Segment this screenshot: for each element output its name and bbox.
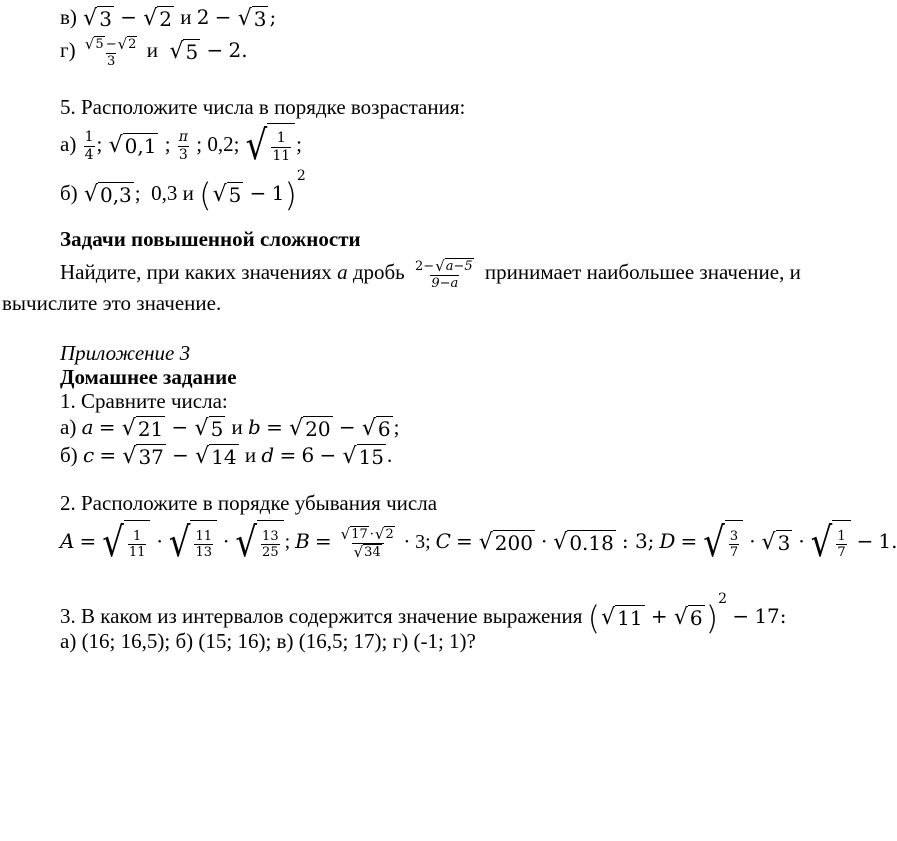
fraction-B: √ 17 · √ 2 √ 34	[340, 524, 394, 561]
task1-title: 1. Сравните числа:	[60, 389, 228, 413]
homework-heading: Домашнее задание	[60, 365, 237, 389]
sqrt-5: √ 5	[169, 39, 199, 65]
sqrt-3b: √ 3	[237, 6, 267, 32]
fraction-1-4: $\frac{1}{4}$	[84, 128, 94, 163]
task3-line: 3. В каком из интервалов содержится значение выражения ( √ 11 + √ 6 )$^2$ − 17:	[60, 591, 787, 638]
sqrt-1-over-11: √ 1 11	[246, 123, 296, 169]
task2-expression: A = √ 1 11 · √ 11 13 · √ 13 25 ; B = √ 17 · √ 2 √ 34 · 3; C = √ 200 · √ 0.18 : 3; D = √ 3 7 · √ 3 · √ 1 7 − 1.	[60, 519, 897, 568]
item-label: в)	[60, 5, 77, 29]
sqrt-2: √ 2	[143, 6, 172, 32]
task1-a-line: а) a = √ 21 − √ 5 и b = √ 20 − √ 6 ;	[60, 415, 400, 442]
sqrt-0-1: √ 0,1	[108, 133, 157, 159]
item-g-line: г) √ 5 − √ 2 3 и √ 5 − 2.	[60, 34, 248, 69]
hard-heading: Задачи повышенной сложности	[60, 227, 361, 251]
task5-b-line: б) √ 0,3 ; 0,3 и ( √ 5 − 1)$^2$	[60, 168, 306, 215]
sqrt-0-3: √ 0,3	[83, 182, 132, 208]
item-label: г)	[60, 38, 76, 62]
sqrt-3: √ 3	[83, 6, 112, 32]
appendix-title: Приложение 3	[60, 341, 191, 365]
task5-title: 5. Расположите числа в порядке возрастания:	[60, 95, 466, 119]
task5-a-line: а) $\frac{1}{4}$ ; √ 0,1 ; $\frac{\pi}{3}$ ; 0,2; √ 1 11 ;	[60, 122, 303, 171]
task3-options: а) (16; 16,5); б) (15; 16); в) (16,5; 17); г) (-1; 1)?	[60, 629, 476, 653]
fraction-pi-3: $\frac{\pi}{3}$	[178, 128, 188, 163]
task1-b-line: б) c = √ 37 − √ 14 и d = 6 − √ 15 .	[60, 443, 393, 470]
sqrt-5-paren: √ 5	[212, 182, 242, 208]
item-v-line: в) √ 3 − √ 2 и 2 − √ 3 ;	[60, 5, 277, 32]
fraction-sqrt5-minus-sqrt2-over-3: √ 5 − √ 2 3	[84, 34, 137, 69]
task2-title: 2. Расположите в порядке убывания числа	[60, 491, 438, 515]
hard-text-line1: Найдите, при каких значениях a дробь 2− √ a−5 9−a принимает наибольшее значение, и	[60, 256, 801, 291]
hard-text-line2: вычислите это значение.	[2, 291, 222, 315]
fraction-hard: 2− √ a−5 9−a	[415, 256, 473, 291]
